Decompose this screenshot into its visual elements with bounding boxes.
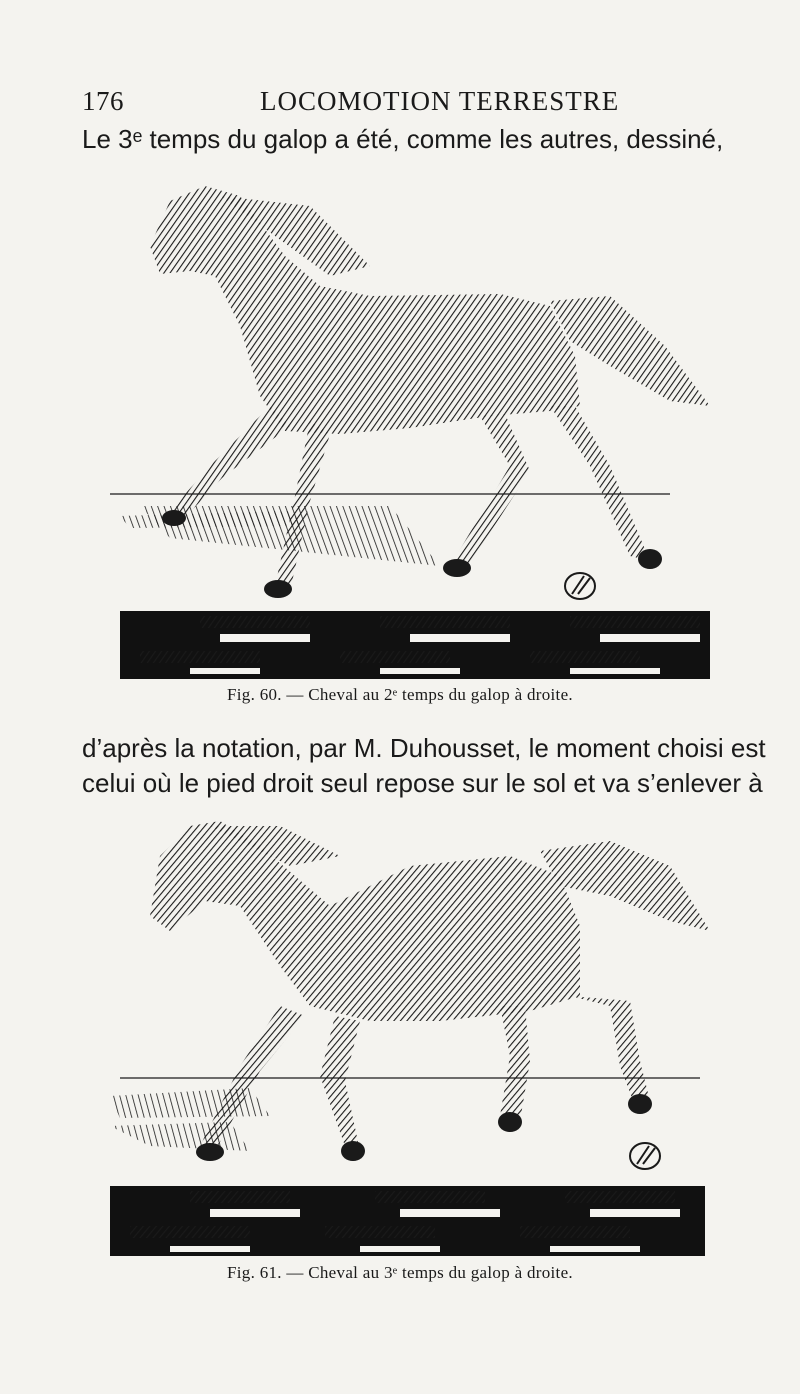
body-text-line-3: celui où le pied droit seul repose sur le sol et va s’enlever à (82, 768, 763, 798)
gait-notation-bar (120, 611, 710, 679)
engraver-monogram-icon (565, 573, 595, 599)
body-text-line-1: Le 3ᵉ temps du galop a été, comme les autres, dessiné, (82, 124, 724, 154)
figure-61-caption: Fig. 61. — Cheval au 3ᵉ temps du galop à droite. (227, 1263, 573, 1282)
horse-figure (150, 821, 710, 1161)
figure-60-caption: Fig. 60. — Cheval au 2ᵉ temps du galop à droite. (227, 685, 573, 704)
page-header (82, 86, 722, 120)
horse-gallop-engraving (110, 806, 710, 1258)
horse-gallop-engraving (110, 166, 710, 681)
engraver-monogram-icon (630, 1143, 660, 1169)
body-text-line-2: d’après la notation, par M. Duhousset, le moment choisi est (82, 733, 766, 763)
running-head: LOCOMOTION TERRESTRE (260, 86, 620, 116)
figure-61 (110, 806, 710, 1258)
ground-shadow (110, 1088, 270, 1151)
figure-60 (110, 166, 710, 681)
gait-notation-bar (110, 1186, 705, 1256)
page-number: 176 (82, 86, 124, 116)
